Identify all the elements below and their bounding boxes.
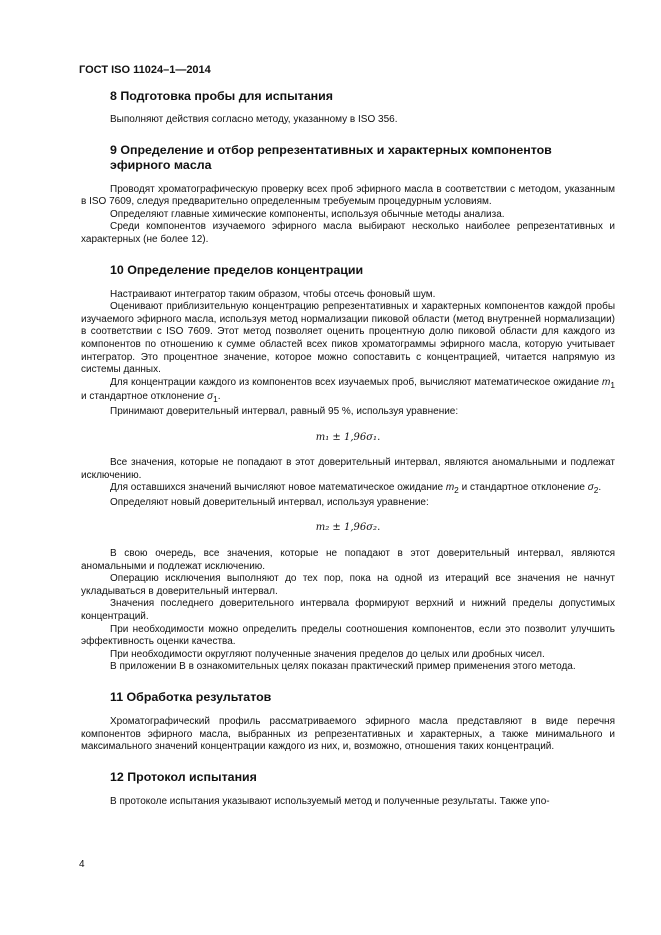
page-content: [81, 86, 615, 808]
page-number: 4: [79, 859, 85, 870]
section-10-paragraph-12: При необходимости округляют полученные значения пределов до целых или дробных чисел.: [110, 648, 545, 660]
section-10-paragraph-11: При необходимости можно определить пределы соотношения компонентов, если это позволит улучшить эффективность оценки качества.: [81, 623, 615, 648]
section-10-paragraph-9: Операцию исключения выполняют до тех пор, пока на одной из итераций все значения не начнут укладываться в доверительный интервал.: [81, 573, 615, 597]
section-9-title: 9 Определение и отбор репрезентативных и характерных компонентов эфирного масла: [110, 142, 552, 172]
section-10-paragraph-5: Все значения, которые не попадают в этот доверительный интервал, являются аномальными и подлежат исключению.: [81, 457, 615, 481]
section-12-paragraph: В протоколе испытания указывают используемый метод и полученные результаты. Также упо-: [110, 795, 550, 807]
section-11-paragraph: Хроматографический профиль рассматриваемого эфирного масла представляют в виде перечня компонентов эфирного масла, выбранных из репрезентативных и характерных, а также минимального и максимального значений концентрации каждого из них, и, возможно, отношения таких концентраций.: [81, 716, 615, 753]
section-8-title: 8 Подготовка пробы для испытания: [110, 89, 333, 103]
section-10-paragraph-1: Настраивают интегратор таким образом, чтобы отсечь фоновый шум.: [110, 288, 436, 300]
section-10-paragraph-8: В свою очередь, все значения, которые не попадают в этот доверительный интервал, являются аномальными и подлежат исключению.: [81, 548, 615, 572]
section-9-paragraph-2: Определяют главные химические компоненты, используя обычные методы анализа.: [110, 208, 505, 220]
section-10-paragraph-10: Значения последнего доверительного интервала формируют верхний и нижний пределы допустимых концентраций.: [81, 598, 615, 623]
formula-1: m₁ ± 1,96σ₁.: [315, 431, 381, 443]
section-12-title: 12 Протокол испытания: [110, 769, 257, 784]
section-10-paragraph-7: Определяют новый доверительный интервал, используя уравнение:: [110, 496, 429, 508]
document-header: ГОСТ ISO 11024–1—2014: [79, 64, 211, 76]
section-10-paragraph-2: Оценивают приблизительную концентрацию репрезентативных и характерных компонентов каждой пробы изучаемого эфирного масла, используя метод нормализации пиковой области (метод внутренней нормализации) в соответствии с ISO 7609. Этот метод позволяет оценить процентную долю пиковой области для каждого из компонентов по отношению к сумме областей всех пиков хроматограммы эфирного масла, которую учитывает интегратор. Это процентное значение, которое можно сопоставить с концентрацией, читается напрямую из системы данных.: [81, 301, 615, 376]
section-8-paragraph: Выполняют действия согласно методу, указанному в ISO 356.: [110, 114, 398, 125]
formula-2: m₂ ± 1,96σ₂.: [315, 522, 381, 534]
section-10-paragraph-13: В приложении В в ознакомительных целях показан практический пример применения этого метода.: [110, 661, 576, 673]
section-9-paragraph-3: Среди компонентов изучаемого эфирного масла выбирают несколько наиболее репрезентативных и характерных (не более 12).: [81, 221, 615, 245]
section-10-paragraph-6: Для оставшихся значений вычисляют новое математическое ожидание $m_2$ и стандартное отклонение $\sigma_2$.: [110, 482, 602, 496]
section-9-paragraph-1: Проводят хроматографическую проверку всех проб эфирного масла в соответствии с методом, указанным в ISO 7609, следуя предварительно определенным требуемым процедурным условиям.: [81, 183, 615, 208]
section-10-title: 10 Определение пределов концентрации: [110, 262, 364, 277]
section-10-paragraph-3: Для концентрации каждого из компонентов всех изучаемых проб, вычисляют математическое ожидание $m_1$ и стандартное отклонение $\sigma_1$.: [81, 376, 615, 405]
section-10-paragraph-4: Принимают доверительный интервал, равный 95 %, используя уравнение:: [110, 405, 459, 417]
section-11-title: 11 Обработка результатов: [110, 690, 272, 704]
